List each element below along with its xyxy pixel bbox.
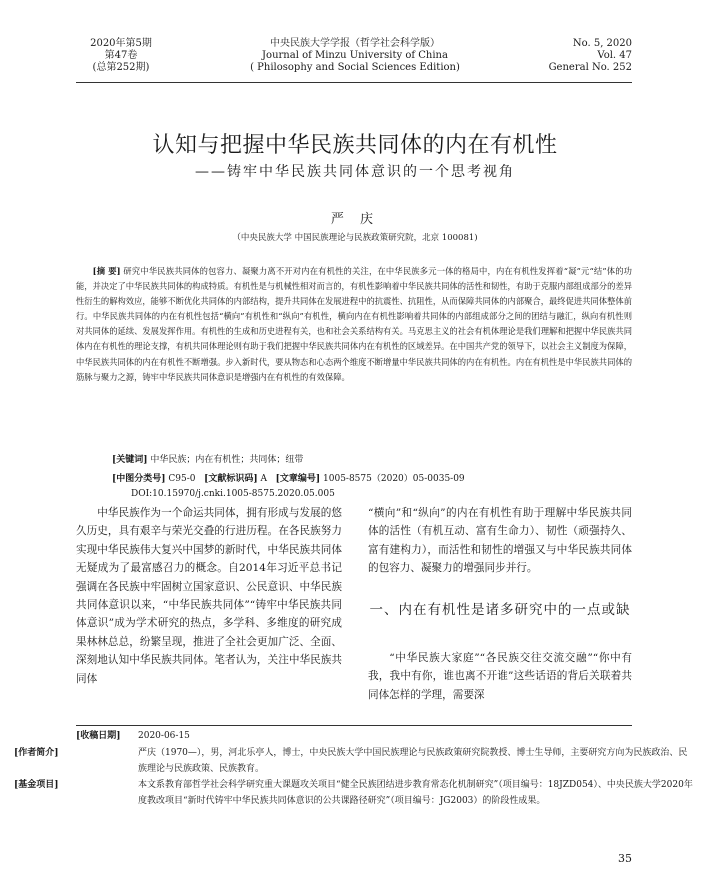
received-value: 2020-06-15	[138, 731, 190, 741]
abstract	[76, 264, 632, 385]
clc-label: [中图分类号]	[112, 474, 166, 484]
doc-code-value: A	[260, 474, 268, 484]
journal-edition-en: ( Philosophy and Social Sciences Edition)	[250, 62, 460, 73]
fund-label: [基金项目]	[14, 780, 59, 790]
author-bio	[14, 745, 694, 777]
header-no-en: No. 5, 2020	[572, 38, 632, 49]
journal-name-en: Journal of Minzu University of China	[262, 50, 448, 61]
abstract-label: [摘 要]	[92, 266, 121, 276]
keywords	[112, 452, 303, 465]
article-title: 认知与把握中华民族共同体的内在有机性	[152, 133, 558, 158]
bio-label: [作者简介]	[14, 748, 59, 758]
fund-text: 本文系教育部哲学社会科学研究重大课题攻关项目“健全民族团结进步教育常态化机制研究”（项目编号：18JZD054）、中央民族大学2020年度教改项目“新时代铸牢中华民族共同体意识的公共课路径研究”（项目编号：JG2003）的阶段性成果。	[138, 780, 693, 806]
keywords-label: [关键词]	[112, 455, 148, 465]
header-divider	[76, 82, 632, 83]
doc-code-label: [文献标识码]	[204, 474, 258, 484]
header-total-issue: (总第252期)	[92, 62, 150, 73]
body-left-column: 中华民族作为一个命运共同体，拥有形成与发展的悠久历史，具有艰辛与荣光交叠的行进历程。在各民族努力实现中华民族伟大复兴中国梦的新时代，中华民族共同体无疑成为了最富感召力的概念。自2014年习近平总书记强调在各民族中牢固树立国家意识、公民意识、中华民族共同体意识以来，“中华民族共同体”“铸牢中华民族共同体意识”成为学术研究的热点，多学科、多维度的研究成果林林总总，纷繁呈现，推进了全社会更加广泛、全面、深刻地认知中华民族共同体。笔者认为，关注中华民族共同体	[76, 507, 342, 685]
header-general-no-en: General No. 252	[548, 62, 632, 73]
section-heading: 一、内在有机性是诸多研究中的一点或缺	[369, 602, 631, 618]
keywords-text: 中华民族；内在有机性；共同体；纽带	[150, 455, 304, 465]
journal-name-cn: 中央民族大学学报（哲学社会科学版）	[270, 38, 440, 49]
body-right-column-continued: “中华民族大家庭”“各民族交往交流交融”“你中有我，我中有你，谁也离不开谁”这些话语的背后关联着共同体怎样的学理，需要深	[368, 652, 632, 701]
doi: DOI:10.15970/j.cnki.1005-8575.2020.05.005	[131, 489, 335, 499]
bio-text: 严庆（1970—），男，河北乐亭人，博士，中央民族大学中国民族理论与民族政策研究院教授、博士生导师，主要研究方向为民族政治、民族理论与民族政策、民族教育。	[138, 748, 688, 774]
article-subtitle: ——铸牢中华民族共同体意识的一个思考视角	[195, 164, 515, 180]
body-right-column: “横向”和“纵向”的内在有机性有助于理解中华民族共同体的活性（有机互动、富有生命力）、韧性（顽强持久、富有建构力），而活性和韧性的增强又与中华民族共同体的包容力、凝聚力的增强同步并行。	[368, 507, 632, 575]
article-no-value: 1005-8575（2020）05-0035-09	[323, 474, 465, 484]
header-issue-info-en	[520, 38, 632, 74]
header-journal-name	[200, 38, 510, 74]
header-vol-en: Vol. 47	[597, 50, 632, 61]
header-issue: 2020年第5期	[90, 38, 152, 49]
classification-line	[112, 471, 465, 484]
received-date	[76, 728, 632, 744]
author-name: 严 庆	[330, 212, 380, 227]
funding	[14, 777, 694, 809]
page-number: 35	[618, 852, 632, 865]
header-volume: 第47卷	[104, 50, 138, 61]
received-label: [收稿日期]	[76, 731, 121, 741]
author-affiliation: （中央民族大学 中国民族理论与民族政策研究院，北京 100081)	[232, 233, 478, 243]
abstract-text: 研究中华民族共同体的包容力、凝聚力离不开对内在有机性的关注，在中华民族多元一体的格局中，内在有机性发挥着“凝”元“结”体的功能，并决定了中华民族共同体的构成特质。有机性是与机械性相对而言的，有机性影响着中华民族共同体的活性和韧性，有助于克服内部组成部分的差异性衍生的解构效应，能够不断优化共同体的内部结构，提升共同体在发展进程中的抗震性、抗阻性，从而保障共同体的内部聚合，最终促进共同体整体前行。中华民族共同体的内在有机性包括“横向”有机性和“纵向”有机性，横向内在有机性影响着共同体的内部组成部分之间的团结与融汇，纵向有机性则对共同体的延续、发展发挥作用。有机性的生成和历史进程有关，也和社会关系结构有关。马克思主义的社会有机体理论是我们理解和把握中华民族共同体内在有机性的理论支撑，有机共同体理论则有助于我们把握中华民族共同体内在有机性的区域差异。在中国共产党的领导下，以社会主义制度为保障，中华民族共同体的内在有机性不断增强。步入新时代，要从物态和心态两个维度不断增量中华民族共同体的内在有机性。内在有机性是中华民族共同体的筋脉与聚力之源，铸牢中华民族共同体意识是增强内在有机性的有效保障。	[76, 266, 632, 382]
footnote-divider	[76, 725, 632, 726]
header-issue-info	[76, 38, 166, 74]
clc-value: C95-0	[168, 474, 196, 484]
article-no-label: [文章编号]	[275, 474, 321, 484]
